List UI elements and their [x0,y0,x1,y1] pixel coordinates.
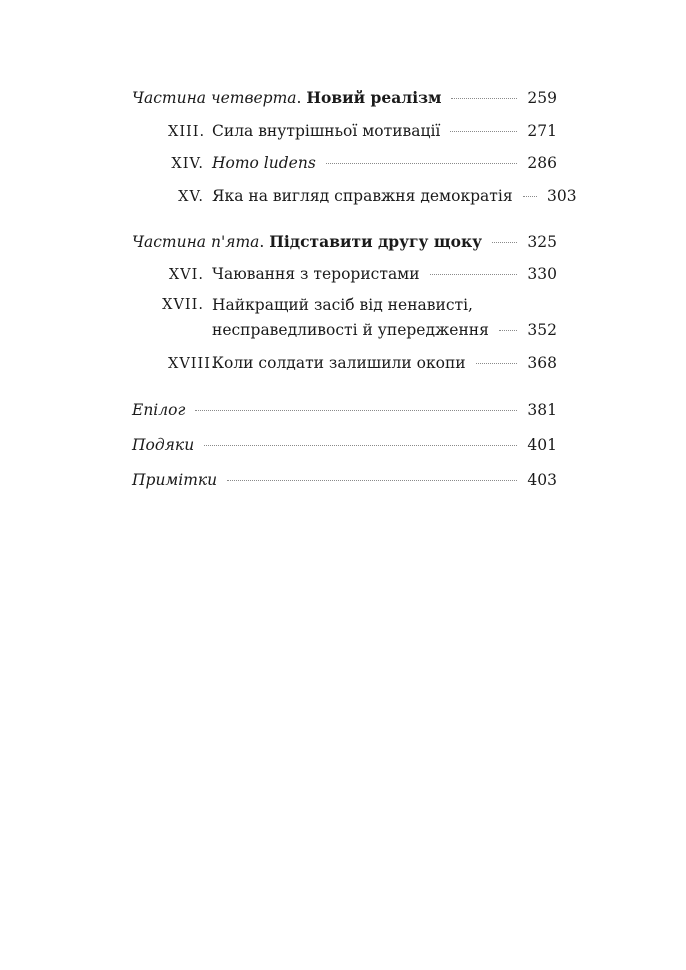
chapter-title-line-1[interactable]: Найкращий засіб від ненависті, [212,296,473,314]
dot-leader [195,409,517,411]
part-heading: Частина четверта. Новий реалізм [132,88,442,107]
toc-part-five[interactable] [132,230,557,254]
toc-epilogue[interactable] [132,398,557,422]
dot-leader [450,130,517,132]
chapter-number: XVII. [162,297,204,313]
toc-chapter-16[interactable] [168,262,557,286]
dot-leader [326,162,517,164]
chapter-title: Коли солдати залишили окопи [212,354,466,372]
part-label: Частина четверта [132,89,297,107]
dot-leader [523,195,537,197]
page-number: 286 [527,154,557,172]
dot-leader [492,241,517,243]
dot-leader [227,479,517,481]
toc-chapter-17[interactable] [168,318,557,342]
toc-part-four[interactable] [132,86,557,110]
chapter-number: XVIII. [168,356,217,372]
chapter-title: Homo ludens [212,154,316,172]
page-number: 352 [527,321,557,339]
page-number: 401 [527,436,557,454]
section-title: Примітки [132,471,218,489]
dot-leader [451,97,517,99]
part-label: Частина п'ята [132,233,260,251]
toc-acknowledgements[interactable] [132,433,557,457]
page-number: 403 [527,471,557,489]
chapter-number: XIII. [168,124,206,140]
part-title: Новий реалізм [306,88,442,107]
toc-chapter-14[interactable] [168,151,557,175]
dot-leader [430,273,517,275]
chapter-title: Чаювання з терористами [212,265,420,283]
page-number: 303 [547,187,577,205]
dot-leader [499,329,517,331]
page-number: 330 [527,265,557,283]
chapter-title-line-2: несправедливості й упередження [212,321,489,339]
page-number: 325 [527,233,557,251]
toc-chapter-18[interactable] [168,351,557,375]
page-number: 368 [527,354,557,372]
toc-notes[interactable] [132,468,557,492]
toc-chapter-13[interactable] [168,119,557,143]
toc-chapter-15[interactable] [168,184,577,208]
chapter-number: XIV. [171,156,204,172]
page-number: 381 [527,401,557,419]
part-title: Підставити другу щоку [269,232,483,251]
page-number: 259 [527,89,557,107]
chapter-title: Яка на вигляд справжня демократія [212,187,513,205]
dot-leader [204,444,517,446]
chapter-title: Сила внутрішньої мотивації [212,122,441,140]
part-heading: Частина п'ята. Підставити другу щоку [132,232,483,251]
section-title: Епілог [132,401,186,419]
section-title: Подяки [132,436,195,454]
chapter-number: XVI. [168,267,204,283]
chapter-number: XV. [178,189,204,205]
dot-leader [476,362,517,364]
page-number: 271 [527,122,557,140]
